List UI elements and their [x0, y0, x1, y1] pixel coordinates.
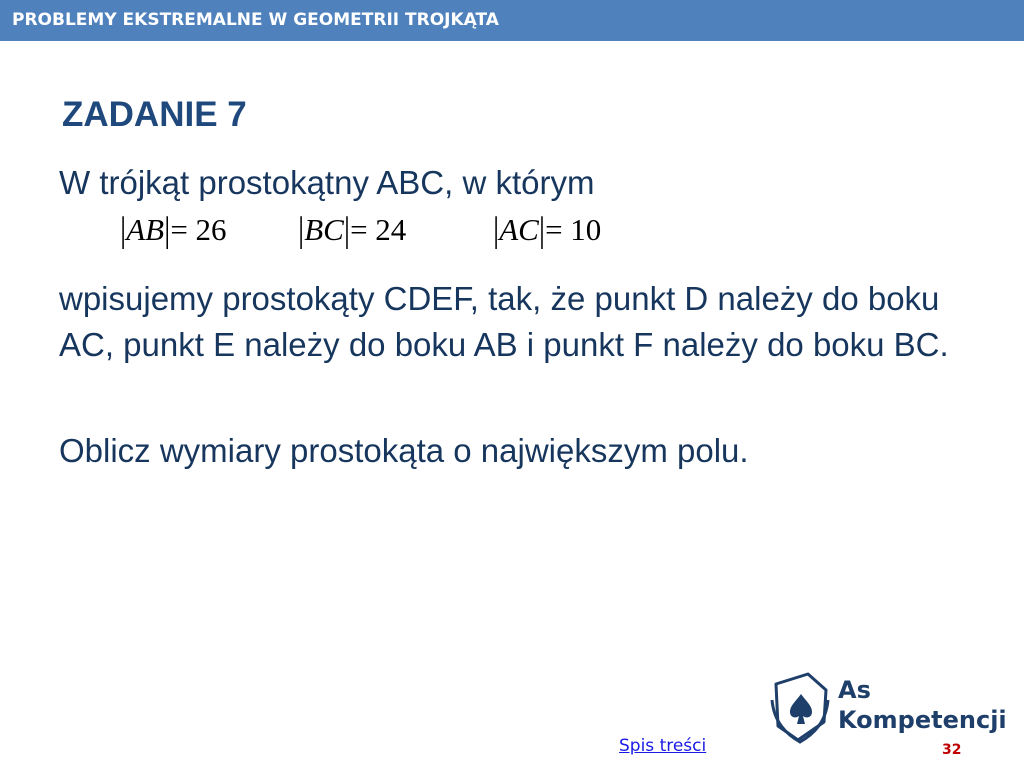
formula-ac-value: = 10: [545, 212, 602, 247]
formula-bc-segment: BC: [304, 212, 344, 247]
paragraph-question: Oblicz wymiary prostokąta o największym polu.: [59, 432, 749, 469]
formula-ac: |AC|= 10: [493, 209, 602, 250]
header-title: PROBLEMY EKSTREMALNE W GEOMETRII TROJKĄTA: [12, 10, 499, 30]
formula-ab: |AB|= 26: [120, 209, 227, 250]
formula-bc: |BC|= 24: [298, 209, 407, 250]
header-bar: [0, 0, 1024, 41]
logo-line-2: Kompetencji: [838, 706, 1007, 734]
table-of-contents-link[interactable]: Spis treści: [619, 736, 707, 756]
logo-line-1: As: [838, 676, 871, 704]
paragraph-task: wpisujemy prostokąty CDEF, tak, że punkt D należy do boku AC, punkt E należy do boku AB i punkt F należy do boku BC.: [59, 280, 949, 363]
shield-spade-icon: [768, 670, 834, 746]
slide-heading: ZADANIE 7: [62, 95, 247, 134]
formula-bc-value: = 24: [350, 212, 407, 247]
formula-ac-segment: AC: [499, 212, 539, 247]
paragraph-intro: W trójkąt prostokątny ABC, w którym: [59, 164, 595, 201]
as-kompetencji-logo: [768, 670, 1007, 750]
page-number: 32: [942, 742, 962, 758]
formula-ab-value: = 26: [170, 212, 227, 247]
formula-ab-segment: AB: [126, 212, 165, 247]
